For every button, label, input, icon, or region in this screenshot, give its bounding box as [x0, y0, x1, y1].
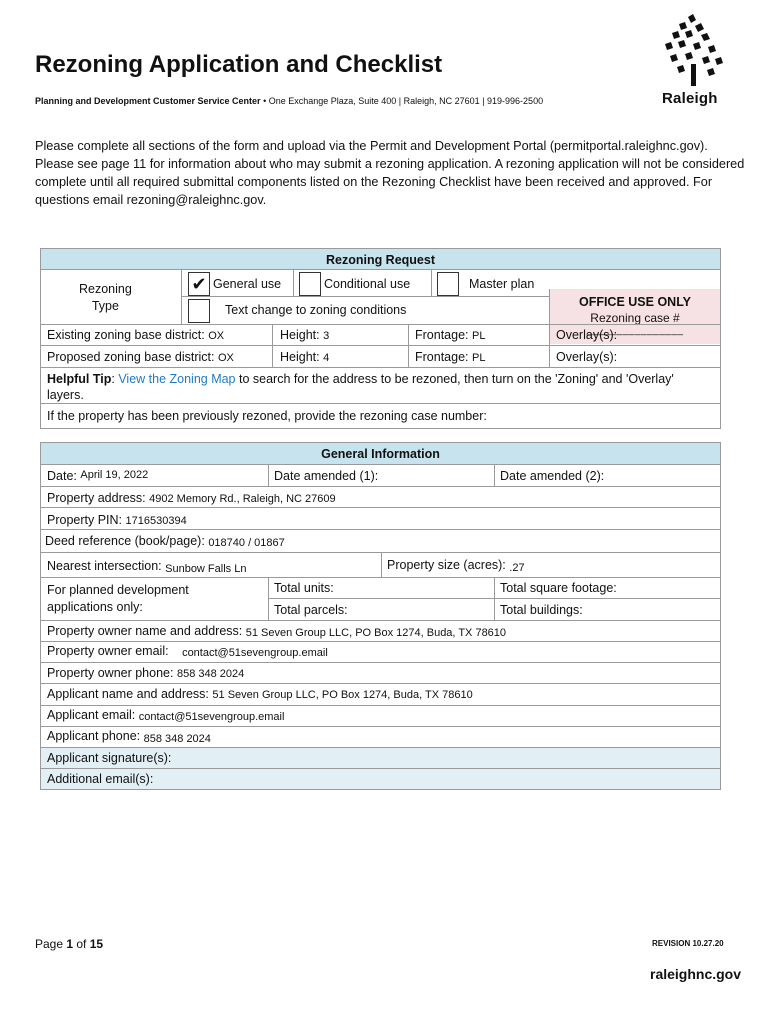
property-size-value[interactable]: .27 [509, 562, 525, 574]
rezoning-case-label: Rezoning case # [590, 311, 680, 325]
owner-phone-row [41, 662, 720, 683]
intersection-value[interactable]: Sunbow Falls Ln [165, 563, 247, 575]
date-cell [47, 469, 148, 483]
general-use-label: General use [213, 277, 282, 291]
owner-row [41, 620, 720, 641]
date-label: Date: [47, 469, 77, 483]
office-info [35, 96, 543, 106]
signature-label[interactable]: Applicant signature(s): [47, 751, 172, 765]
property-address-value[interactable]: 4902 Memory Rd., Raleigh, NC 27609 [149, 493, 336, 505]
applicant-phone-value[interactable]: 858 348 2024 [143, 733, 211, 745]
applicant-email-cell [47, 708, 284, 722]
applicant-row [41, 683, 720, 705]
intersection-cell [47, 559, 246, 573]
existing-frontage-value[interactable]: PL [472, 330, 486, 342]
deed-reference-row [41, 529, 720, 552]
owner-label: Property owner name and address: [47, 624, 243, 638]
proposed-frontage-value[interactable]: PL [472, 352, 486, 364]
applicant-cell [47, 687, 473, 701]
logo-text: Raleigh [662, 90, 718, 107]
master-plan-checkbox[interactable] [437, 272, 459, 296]
zoning-map-link[interactable]: View the Zoning Map [118, 372, 236, 386]
intersection-row [41, 552, 720, 577]
footer-site: raleighnc.gov [650, 966, 742, 982]
revision-label: REVISION 10.27.20 [652, 939, 724, 948]
intro-paragraph: Please complete all sections of the form and upload via the Permit and Development Portal (permitportal.raleighnc.gov). Please see page 11 for information about who may submit a rezoning application. A rezoning application will not be considered complete until all required submittal components listed on the Rezoning Checklist have been received and approved. For questions email rezoning@raleighnc.gov. [35, 139, 745, 207]
property-address-row [41, 486, 720, 507]
owner-cell [47, 624, 506, 638]
proposed-overlay-label[interactable]: Overlay(s): [556, 350, 618, 364]
master-plan-label: Master plan [469, 277, 535, 291]
text-change-checkbox[interactable] [188, 299, 210, 323]
applicant-email-value[interactable]: contact@51sevengroup.email [138, 711, 285, 723]
rezoning-request-section [40, 248, 721, 429]
applicant-phone-row [41, 726, 720, 747]
owner-value[interactable]: 51 Seven Group LLC, PO Box 1274, Buda, TX 78610 [245, 627, 507, 639]
helpful-tip-label: Helpful Tip [47, 372, 112, 386]
intersection-label: Nearest intersection: [47, 559, 162, 573]
planned-development-label-2: applications only: [47, 600, 143, 614]
owner-email-value[interactable]: contact@51sevengroup.email [182, 647, 328, 659]
total-parcels-label[interactable]: Total parcels: [274, 603, 348, 617]
page-number [35, 937, 103, 951]
helpful-tip [47, 371, 674, 403]
page-prefix: Page [35, 937, 67, 951]
additional-email-row [41, 768, 720, 789]
existing-height-label: Height: [280, 328, 320, 342]
date-value[interactable]: April 19, 2022 [80, 469, 149, 481]
previous-case-label[interactable]: If the property has been previously rezoned, provide the rezoning case number: [47, 409, 487, 423]
deed-reference-cell [45, 534, 285, 548]
signature-row [41, 747, 720, 768]
proposed-zoning-cell [47, 350, 234, 364]
owner-email-row [41, 641, 720, 662]
total-square-footage-label[interactable]: Total square footage: [500, 581, 617, 595]
office-use-heading: OFFICE USE ONLY [578, 295, 692, 309]
property-size-label: Property size (acres): [387, 558, 506, 572]
applicant-email-row [41, 705, 720, 726]
date-amended-2-label[interactable]: Date amended (2): [500, 469, 605, 483]
helpful-tip-text-2: layers. [47, 388, 84, 402]
text-change-label: Text change to zoning conditions [225, 303, 407, 317]
proposed-frontage-label: Frontage: [415, 350, 469, 364]
deed-reference-label: Deed reference (book/page): [45, 534, 205, 548]
office-address: • One Exchange Plaza, Suite 400 | Raleigh, NC 27601 | 919-996-2500 [260, 96, 544, 106]
existing-frontage-cell [415, 328, 485, 342]
deed-reference-value[interactable]: 018740 / 01867 [208, 537, 285, 549]
planned-development-label [47, 582, 189, 616]
proposed-zoning-label: Proposed zoning base district: [47, 350, 215, 364]
rezoning-type-label-1: Rezoning [79, 282, 132, 296]
existing-height-value[interactable]: 3 [323, 330, 330, 342]
planned-development-row [41, 577, 720, 620]
applicant-phone-cell [47, 729, 211, 743]
date-amended-1-label[interactable]: Date amended (1): [274, 469, 379, 483]
general-info-heading: General Information [41, 443, 720, 464]
page-current: 1 [66, 937, 74, 951]
property-pin-row [41, 507, 720, 529]
owner-phone-cell [47, 666, 244, 680]
property-pin-value[interactable]: 1716530394 [125, 515, 187, 527]
property-address-label: Property address: [47, 491, 146, 505]
existing-zoning-value[interactable]: OX [208, 330, 225, 342]
proposed-zoning-value[interactable]: OX [217, 352, 234, 364]
existing-zoning-label: Existing zoning base district: [47, 328, 205, 342]
helpful-tip-text: to search for the address to be rezoned, then turn on the 'Zoning' and 'Overlay' [235, 372, 674, 386]
existing-height-cell [280, 328, 329, 342]
owner-phone-value[interactable]: 858 348 2024 [176, 668, 245, 680]
applicant-label: Applicant name and address: [47, 687, 209, 701]
proposed-height-value[interactable]: 4 [323, 352, 330, 364]
owner-email-cell [47, 644, 328, 658]
rezoning-case-field[interactable]: ________________ [586, 325, 684, 336]
previous-case-row [41, 403, 720, 428]
owner-phone-label: Property owner phone: [47, 666, 174, 680]
rezoning-type-label-2: Type [91, 299, 119, 313]
date-row [41, 464, 720, 486]
rezoning-request-heading: Rezoning Request [41, 249, 720, 269]
applicant-email-label: Applicant email: [47, 708, 136, 722]
proposed-frontage-cell [415, 350, 485, 364]
office-name: Planning and Development Customer Service Center [35, 96, 261, 106]
existing-zoning-cell [47, 328, 224, 342]
page-title: Rezoning Application and Checklist [35, 51, 443, 78]
property-size-cell [387, 558, 525, 572]
additional-email-label[interactable]: Additional email(s): [47, 772, 154, 786]
proposed-height-cell [280, 350, 329, 364]
page-of: of [73, 937, 90, 951]
rezoning-type-label [79, 281, 132, 315]
existing-frontage-label: Frontage: [415, 328, 469, 342]
property-pin-label: Property PIN: [47, 513, 123, 527]
applicant-phone-label: Applicant phone: [47, 729, 141, 743]
general-info-section [40, 442, 721, 790]
conditional-use-checkbox[interactable] [299, 272, 321, 296]
property-address-cell [47, 491, 336, 505]
owner-email-label: Property owner email: [47, 644, 169, 658]
helpful-tip-colon: : [111, 372, 119, 386]
total-buildings-label[interactable]: Total buildings: [500, 603, 583, 617]
total-units-label[interactable]: Total units: [274, 581, 334, 595]
existing-overlay-label[interactable]: Overlay(s): [556, 328, 618, 342]
page-total: 15 [89, 937, 104, 951]
general-use-checkbox[interactable]: ✔ [188, 272, 210, 296]
planned-development-label-1: For planned development [47, 583, 189, 597]
helpful-tip-row [41, 367, 720, 403]
conditional-use-label: Conditional use [324, 277, 411, 291]
property-pin-cell [47, 513, 187, 527]
proposed-zoning-row [41, 345, 720, 367]
proposed-height-label: Height: [280, 350, 320, 364]
existing-zoning-row [41, 324, 720, 345]
applicant-value[interactable]: 51 Seven Group LLC, PO Box 1274, Buda, TX 78610 [212, 689, 473, 701]
